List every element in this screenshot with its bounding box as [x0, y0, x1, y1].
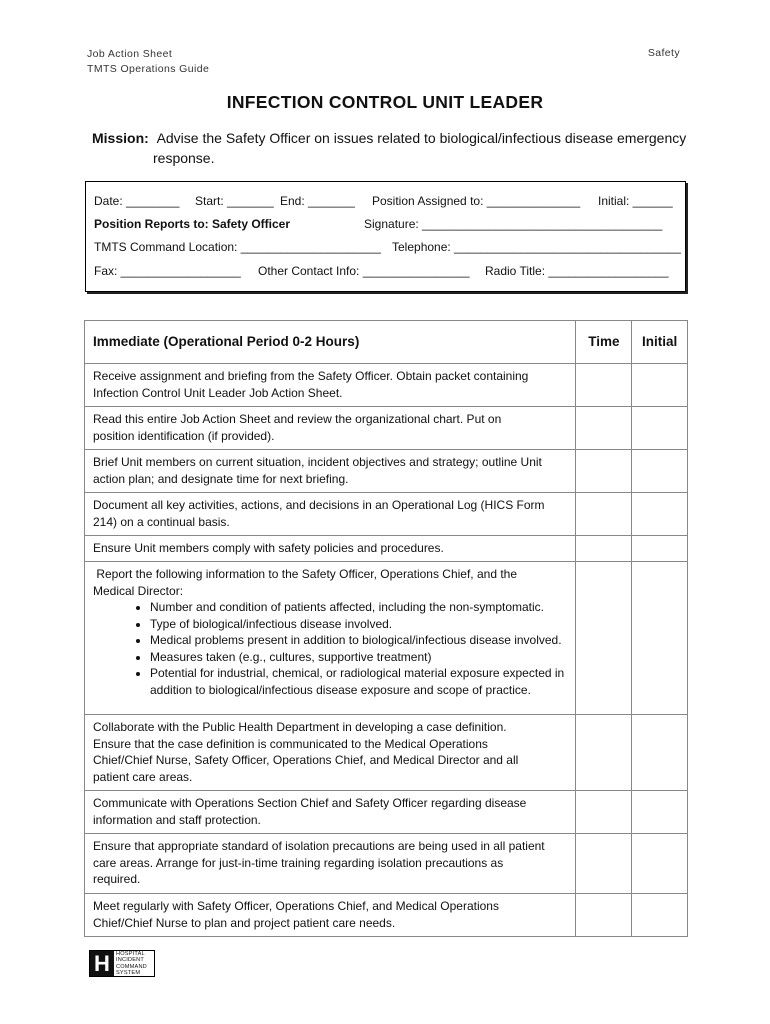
immediate-tasks-table: [84, 320, 688, 937]
other-contact-field[interactable]: Other Contact Info: ________________: [258, 264, 470, 278]
header-section-name: Safety: [647, 47, 680, 59]
table-row: [85, 562, 688, 715]
task-line: Meet regularly with Safety Officer, Operations Chief, and Medical Operations: [93, 899, 499, 913]
radio-title-field[interactable]: Radio Title: __________________: [485, 264, 669, 278]
task-text: [85, 834, 576, 894]
initial-cell[interactable]: [632, 894, 688, 937]
info-row-dates: [94, 194, 677, 210]
info-row-reports: [94, 217, 677, 233]
table-row: [85, 791, 688, 834]
task-text: [85, 493, 576, 536]
task-line: patient care areas.: [93, 769, 193, 784]
task-line: position identification (if provided).: [93, 428, 275, 443]
list-item: • Number and condition of patients affected, including the non-symptomatic.: [150, 599, 567, 616]
telephone-field[interactable]: Telephone: __________________________________: [392, 240, 681, 254]
initial-header: Initial: [632, 321, 688, 364]
table-row: [85, 493, 688, 536]
time-cell[interactable]: [576, 407, 632, 450]
initial-cell[interactable]: [632, 493, 688, 536]
assignment-info-box: [85, 181, 686, 292]
initial-cell[interactable]: [632, 715, 688, 791]
task-line: Read this entire Job Action Sheet and review the organizational chart. Put on: [93, 412, 502, 426]
task-line: care areas. Arrange for just-in-time training regarding isolation precautions as: [93, 855, 504, 870]
page-title: INFECTION CONTROL UNIT LEADER: [226, 92, 544, 112]
task-text: [85, 364, 576, 407]
time-cell[interactable]: [576, 834, 632, 894]
info-row-location: [94, 240, 681, 256]
task-line: Document all key activities, actions, and decisions in an Operational Log (HICS Form: [93, 498, 545, 512]
task-text: [85, 715, 576, 791]
time-cell[interactable]: [576, 791, 632, 834]
start-field[interactable]: Start: _______: [195, 194, 274, 208]
table-header-row: [85, 321, 688, 364]
task-line: Ensure Unit members comply with safety policies and procedures.: [93, 541, 444, 555]
info-row-contact: [94, 264, 677, 280]
task-text: [85, 450, 576, 493]
header-sheet-type: Job Action Sheet: [87, 48, 173, 60]
mission-text-line2: response.: [153, 150, 215, 166]
mission-text-line1: Advise the Safety Officer on issues related to biological/infectious disease emergency: [156, 130, 687, 146]
task-text: [85, 562, 576, 715]
table-row: [85, 450, 688, 493]
time-header: Time: [576, 321, 632, 364]
initial-cell[interactable]: [632, 450, 688, 493]
task-text: [85, 407, 576, 450]
end-field[interactable]: End: _______: [280, 194, 355, 208]
signature-field[interactable]: Signature: ____________________________________: [364, 217, 663, 231]
table-row: [85, 407, 688, 450]
task-line: information and staff protection.: [93, 812, 261, 827]
task-line: Ensure that the case definition is communicated to the Medical Operations: [93, 736, 488, 751]
mission-label: Mission:: [92, 130, 149, 146]
task-line: action plan; and designate time for next briefing.: [93, 471, 349, 486]
task-line: Collaborate with the Public Health Department in developing a case definition.: [93, 720, 507, 734]
initial-cell[interactable]: [632, 562, 688, 715]
task-line: Brief Unit members on current situation, incident objectives and strategy; outline Unit: [93, 455, 542, 469]
logo-word: INCIDENT: [116, 957, 145, 964]
task-line: Communicate with Operations Section Chief and Safety Officer regarding disease: [93, 796, 527, 810]
task-line: Medical Director:: [93, 583, 184, 598]
logo-word: SYSTEM: [116, 969, 141, 976]
logo-word: HOSPITAL: [116, 951, 145, 957]
table-row: [85, 536, 688, 562]
time-cell[interactable]: [576, 715, 632, 791]
mission-statement: [92, 128, 692, 168]
logo-word: COMMAND: [116, 963, 147, 970]
period-header: Immediate (Operational Period 0-2 Hours): [85, 321, 576, 364]
time-cell[interactable]: [576, 364, 632, 407]
reports-to-label: Position Reports to: Safety Officer: [94, 217, 291, 231]
hics-logo: [89, 950, 155, 977]
initial-cell[interactable]: [632, 364, 688, 407]
task-line: Infection Control Unit Leader Job Action Sheet.: [93, 385, 343, 400]
task-line: Chief/Chief Nurse, Safety Officer, Operations Chief, and Medical Director and all: [93, 753, 519, 767]
table-row: [85, 364, 688, 407]
task-line: Ensure that appropriate standard of isolation precautions are being used in all patient: [93, 839, 545, 853]
task-line: Receive assignment and briefing from the Safety Officer. Obtain packet containing: [93, 369, 529, 383]
list-item: • Measures taken (e.g., cultures, supportive treatment): [150, 649, 567, 666]
position-assigned-field[interactable]: Position Assigned to: ______________: [372, 194, 581, 208]
task-line: Chief/Chief Nurse to plan and project patient care needs.: [93, 915, 396, 930]
task-line: 214) on a continual basis.: [93, 514, 230, 529]
list-item: • Medical problems present in addition to biological/infectious disease involved.: [150, 632, 567, 649]
task-text: [85, 894, 576, 937]
time-cell[interactable]: [576, 562, 632, 715]
header-guide-name: TMTS Operations Guide: [87, 62, 210, 75]
task-line: Report the following information to the Safety Officer, Operations Chief, and the: [93, 567, 518, 581]
initial-cell[interactable]: [632, 536, 688, 562]
task-text: [85, 791, 576, 834]
table-row: [85, 834, 688, 894]
initial-cell[interactable]: [632, 791, 688, 834]
fax-field[interactable]: Fax: __________________: [94, 264, 241, 278]
command-location-field[interactable]: TMTS Command Location: _____________________: [94, 240, 381, 254]
table-row: [85, 715, 688, 791]
table-row: [85, 894, 688, 937]
initial-field[interactable]: Initial: ______: [598, 194, 673, 208]
report-items-list: [93, 599, 567, 698]
task-text: [85, 536, 576, 562]
initial-cell[interactable]: [632, 834, 688, 894]
hics-logo-letter: H: [90, 951, 114, 976]
time-cell[interactable]: [576, 450, 632, 493]
list-item: • Type of biological/infectious disease involved.: [150, 616, 567, 633]
time-cell[interactable]: [576, 493, 632, 536]
task-line: required.: [93, 872, 141, 886]
list-item: • Potential for industrial, chemical, or radiological material exposure expected in addition to biological/infectious disease exposure and scope of practice.: [150, 665, 567, 698]
time-cell[interactable]: [576, 536, 632, 562]
initial-cell[interactable]: [632, 407, 688, 450]
time-cell[interactable]: [576, 894, 632, 937]
document-header: [87, 47, 209, 76]
hics-logo-words: [114, 951, 154, 976]
date-field[interactable]: Date: ________: [94, 194, 180, 208]
